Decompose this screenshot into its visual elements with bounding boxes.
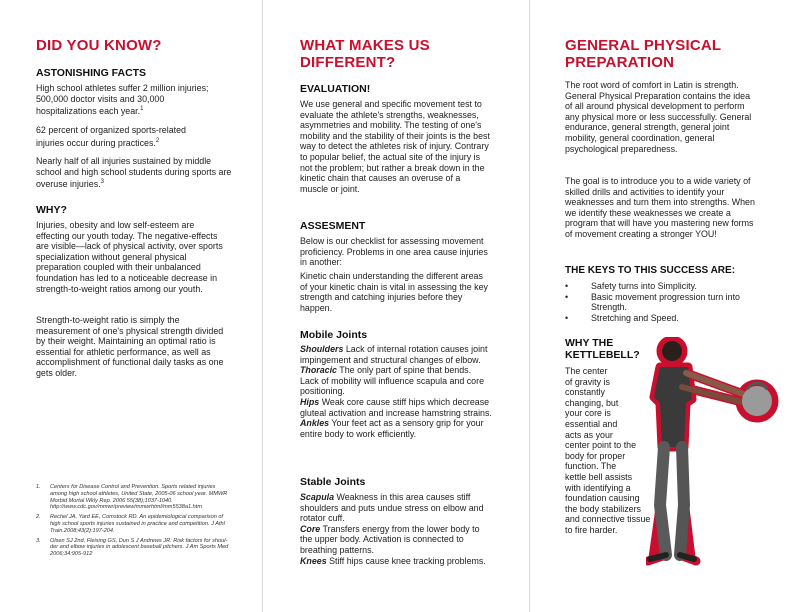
assessment-paragraph-2: Kinetic chain understanding the different areas of your kinetic chain is vital in assessing the key strength and catching injuries before they happen.	[300, 271, 488, 313]
reference-item	[36, 538, 232, 558]
why-paragraph-2: Strength-to-weight ratio is simply the measurement of one's physical strength divided by their weight. Maintaining an optimal ratio is essential for athletic performance, as well as accomplishment of functional daily tasks as one gets older.	[36, 315, 224, 378]
reference-text: Rechel JA, Yard EE, Comstock RD. An epidemiological comparison of high school sports injuries sustained in practice and competition. J Athl Train.2008;43(2):197-204.	[50, 514, 225, 534]
title-line-2: PREPARATION	[565, 54, 675, 71]
athlete-shoe-right	[680, 555, 694, 559]
keys-list	[565, 281, 757, 323]
mobile-joints-list	[300, 344, 492, 439]
kettlebell-line: constantly	[565, 387, 605, 398]
kettlebell-line: center point to the	[565, 440, 637, 451]
reference-item	[36, 484, 232, 511]
kettlebell-line: with identifying a	[565, 482, 631, 493]
reference-text: Olsen SJ 2nd, Fleising GS, Dun S J Andrews JR: Risk factors for shoul-der and elbow injuries in adolescent baseball pitchers. J Am Sports Med 2006;34:905-912	[50, 537, 229, 558]
joint-description: Lack of internal rotation causes joint impingement and structural changes of elbow.	[300, 344, 488, 365]
kettlebell-line: function. The	[565, 461, 617, 472]
keys-list-item	[565, 292, 757, 313]
assessment-heading: ASSESMENT	[300, 220, 366, 232]
reference-number: 2.	[36, 514, 41, 521]
kettlebell-line: and connective tissue	[565, 514, 651, 525]
kettlebell-line: to fire harder.	[565, 524, 618, 535]
mobile-joint-item	[300, 397, 492, 418]
footnote-1-marker: 1	[140, 106, 144, 113]
athlete-leg-left	[660, 447, 666, 555]
fact-2-text: 62 percent of organized sports-related injuries occur during practices.	[36, 125, 186, 148]
kettlebell-ball	[742, 386, 772, 416]
title-line-1: WHAT MAKES US	[300, 37, 430, 54]
stable-joint-item	[300, 556, 490, 567]
astonishing-facts-heading: ASTONISHING FACTS	[36, 67, 147, 79]
kettlebell-line: kettle bell assists	[565, 471, 633, 482]
kettlebell-line: the body stabilizers	[565, 503, 641, 514]
fact-3	[36, 156, 232, 190]
joint-term: Scapula	[300, 492, 335, 502]
athlete-head	[662, 341, 682, 361]
stable-joint-item	[300, 524, 490, 556]
reference-item	[36, 514, 232, 534]
fact-2	[36, 125, 216, 148]
joint-term: Core	[300, 523, 321, 534]
stable-joint-item	[300, 492, 490, 524]
keys-item-text: Stretching and Speed.	[591, 312, 679, 323]
why-kettlebell-heading	[565, 337, 640, 361]
what-makes-us-different-title	[300, 37, 430, 71]
did-you-know-title: DID YOU KNOW?	[36, 37, 162, 54]
heading-line-2: KETTLEBELL?	[565, 349, 640, 361]
athlete-leg-right	[680, 447, 684, 555]
kettlebell-athlete-image	[646, 337, 780, 569]
why-heading: WHY?	[36, 204, 67, 216]
mobile-joint-item	[300, 344, 492, 365]
athlete-figure	[650, 341, 772, 559]
bullet: •	[565, 281, 569, 291]
mobile-joint-item	[300, 418, 492, 439]
bullet: •	[565, 312, 569, 323]
evaluation-heading: EVALUATION!	[300, 83, 371, 95]
reference-number: 3.	[36, 537, 41, 544]
footnote-3-marker: 3	[100, 179, 104, 186]
gpp-title	[565, 37, 721, 71]
column-divider-left	[262, 0, 263, 612]
reference-text: Centers for Disease Control and Prevention. Sports related injuries among high school athletes, United State, 2005-06 school year. MMWR Morbid Mortal Wkly Rep. 2006 55(38);1037-1040. http://www.cdc.gov/mmwr/preview/mmwrhtml/mm5538a1.htm	[50, 484, 228, 511]
stable-joints-heading: Stable Joints	[300, 476, 366, 488]
kettlebell-line: body for proper	[565, 450, 626, 461]
why-paragraph-1: Injuries, obesity and low self-esteem are effecting our youth today. The negative-effects are visible—lack of physical activity, over sports specialization without general physical preparation coupled with their unbalanced foundation has led to a noticeable decrease in strength-to-weight ratios among our youth.	[36, 220, 223, 294]
title-line-1: GENERAL PHYSICAL	[565, 37, 722, 54]
keys-item-text: Safety turns into Simplicity.	[591, 281, 697, 291]
mobile-joints-heading: Mobile Joints	[300, 329, 368, 341]
column-did-you-know	[36, 0, 236, 612]
references-list	[36, 484, 232, 561]
column-what-makes-us-different	[300, 0, 495, 612]
kettlebell-line: changing, but	[565, 397, 619, 408]
gpp-paragraph-1: The root word of comfort in Latin is strength. General Physical Preparation contains the idea of all around physical development to perform any physical more or less successfully. General endurance, general strength, general joint mobility, general coordination, general psychological preparedness.	[565, 80, 752, 154]
stable-joints-list	[300, 492, 490, 566]
bullet: •	[565, 291, 569, 302]
title-line-2: DIFFERENT?	[300, 54, 396, 71]
joint-description: Stiff hips cause knee tracking problems.	[326, 555, 486, 566]
keys-heading: THE KEYS TO THIS SUCCESS ARE:	[565, 265, 736, 276]
keys-list-item	[565, 281, 757, 292]
kettlebell-line: foundation causing	[565, 493, 640, 504]
joint-description: Your feet act as a sensory grip for your entire body to work efficiently.	[300, 418, 484, 439]
joint-term: Ankles	[300, 418, 330, 429]
fact-1-text: High school athletes suffer 2 million injuries; 500,000 doctor visits and 30,000 hospitalizations each year.	[36, 83, 209, 117]
joint-term: Hips	[300, 396, 320, 407]
kettlebell-line: The center	[565, 366, 608, 376]
joint-term: Shoulders	[300, 344, 344, 354]
evaluation-paragraph: We use general and specific movement test to evaluate the athlete's strengths, weaknesses, asymmetries and mobility. The testing of one's mobility and the stability of their joints is the best way to detect the athletes risk of injury. Contrary to popular belief, the actual site of the injury is not the problem; but rather a break down in the kinetic chain that causes an overuse of a muscle or joint.	[300, 99, 490, 194]
joint-description: The only part of spine that bends. Lack of mobility will influence scapula and core positioning.	[300, 365, 485, 397]
kettlebell-line: your core is	[565, 408, 611, 419]
kettlebell-line: essential and	[565, 418, 618, 429]
joint-term: Thoracic	[300, 365, 337, 376]
fact-3-text: Nearly half of all injuries sustained by middle school and high school students during sports are overuse injuries.	[36, 156, 232, 190]
heading-line-1: WHY THE	[565, 337, 614, 349]
keys-item-text: Basic movement progression turn into Strength.	[591, 291, 740, 313]
footnote-2-marker: 2	[155, 137, 160, 144]
joint-description: Weakness in this area causes stiff shoulders and puts undue stress on elbow and rotator cuff.	[300, 492, 484, 524]
kettlebell-line: of gravity is	[565, 376, 610, 387]
assessment-paragraph-1: Below is our checklist for assessing movement proficiency. Problems in one area cause injuries in another:	[300, 236, 488, 268]
joint-term: Knees	[300, 555, 327, 566]
reference-number: 1.	[36, 484, 41, 490]
keys-list-item	[565, 313, 757, 324]
joint-description: Weak core cause stiff hips which decrease gluteal activation and increase hamstring strains.	[300, 396, 492, 418]
athlete-shoe-left	[650, 555, 666, 559]
joint-description: Transfers energy from the lower body to the upper body. Activation is connected to breathing patterns.	[300, 523, 480, 555]
kettlebell-line: acts as your	[565, 429, 613, 440]
fact-1	[36, 83, 226, 117]
column-divider-right	[529, 0, 530, 612]
mobile-joint-item	[300, 365, 492, 397]
gpp-paragraph-2: The goal is to introduce you to a wide variety of skilled drills and activities to identify your weaknesses and turn them into strengths. When we identify these weaknesses we create a program that will have you mastering new forms of movement creating a stronger YOU!	[565, 176, 755, 239]
